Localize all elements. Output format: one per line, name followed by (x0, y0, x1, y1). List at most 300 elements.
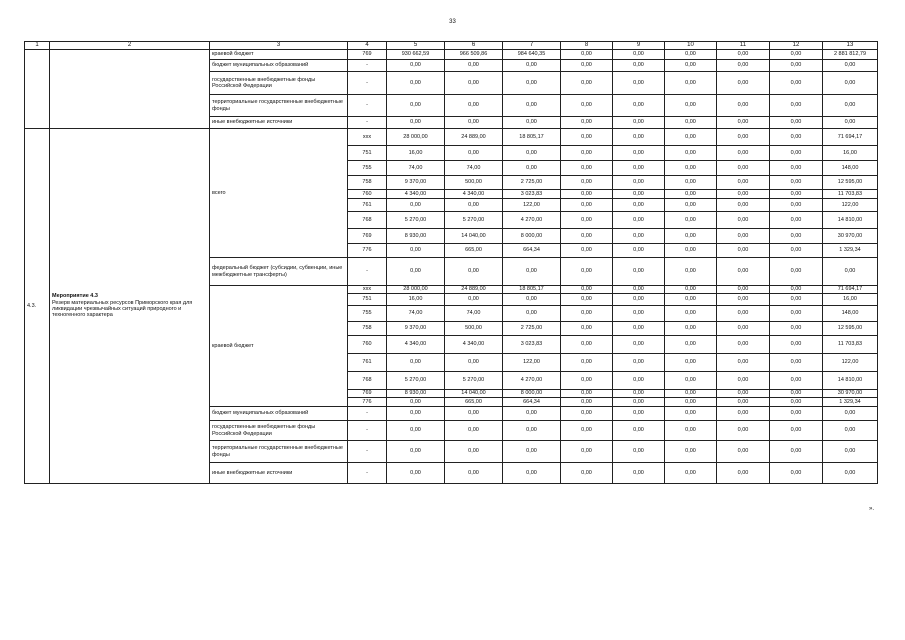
value-col-12: 0,00 (770, 441, 823, 463)
value-col-9: 0,00 (613, 199, 665, 212)
value-col-6: 0,00 (445, 407, 503, 421)
value-col-5: 28 000,00 (387, 129, 445, 146)
column-header-2: 2 (50, 42, 210, 50)
value-col-9: 0,00 (613, 390, 665, 398)
value-col-10: 0,00 (665, 372, 717, 390)
value-col-5: 9 370,00 (387, 322, 445, 336)
value-col-9: 0,00 (613, 286, 665, 294)
value-col-9: 0,00 (613, 117, 665, 129)
value-col-13: 11 703,83 (823, 190, 878, 199)
budget-code: 751 (348, 294, 387, 306)
value-col-11: 0,00 (717, 50, 770, 60)
value-col-13: 122,00 (823, 199, 878, 212)
value-col-13: 122,00 (823, 354, 878, 372)
value-col-11: 0,00 (717, 161, 770, 176)
value-col-6: 5 270,00 (445, 372, 503, 390)
value-col-8: 0,00 (561, 146, 613, 161)
value-col-10: 0,00 (665, 306, 717, 322)
budget-code: 760 (348, 336, 387, 354)
funding-source: бюджет муниципальных образований (210, 60, 348, 72)
column-header-4: 4 (348, 42, 387, 50)
value-col-7: 0,00 (503, 294, 561, 306)
value-col-12: 0,00 (770, 229, 823, 244)
value-col-8: 0,00 (561, 95, 613, 117)
value-col-12: 0,00 (770, 117, 823, 129)
value-col-12: 0,00 (770, 212, 823, 229)
value-col-6: 0,00 (445, 146, 503, 161)
budget-code: xxx (348, 286, 387, 294)
value-col-12: 0,00 (770, 421, 823, 441)
value-col-8: 0,00 (561, 190, 613, 199)
value-col-11: 0,00 (717, 72, 770, 95)
funding-source: бюджет муниципальных образований (210, 407, 348, 421)
value-col-9: 0,00 (613, 212, 665, 229)
value-col-9: 0,00 (613, 95, 665, 117)
value-col-10: 0,00 (665, 72, 717, 95)
value-col-8: 0,00 (561, 50, 613, 60)
value-col-13: 16,00 (823, 294, 878, 306)
value-col-7: 664,34 (503, 244, 561, 258)
budget-code: 776 (348, 244, 387, 258)
value-col-11: 0,00 (717, 60, 770, 72)
funding-source: федеральный бюджет (субсидии, субвенции, иные межбюджетные трансферты) (210, 258, 348, 286)
title-cell-prev (50, 50, 210, 129)
value-col-10: 0,00 (665, 354, 717, 372)
column-header-12: 12 (770, 42, 823, 50)
value-col-13: 0,00 (823, 441, 878, 463)
budget-code: 758 (348, 322, 387, 336)
value-col-5: 930 662,59 (387, 50, 445, 60)
value-col-13: 148,00 (823, 161, 878, 176)
value-col-5: 16,00 (387, 146, 445, 161)
budget-code: - (348, 421, 387, 441)
funding-source: территориальные государственные внебюджетные фонды (210, 95, 348, 117)
value-col-5: 0,00 (387, 117, 445, 129)
value-col-11: 0,00 (717, 372, 770, 390)
value-col-9: 0,00 (613, 336, 665, 354)
value-col-11: 0,00 (717, 129, 770, 146)
value-col-6: 665,00 (445, 398, 503, 407)
value-col-13: 30 970,00 (823, 390, 878, 398)
value-col-9: 0,00 (613, 72, 665, 95)
value-col-5: 74,00 (387, 161, 445, 176)
value-col-9: 0,00 (613, 146, 665, 161)
value-col-9: 0,00 (613, 244, 665, 258)
value-col-12: 0,00 (770, 161, 823, 176)
value-col-12: 0,00 (770, 322, 823, 336)
index-cell-prev (25, 50, 50, 129)
value-col-8: 0,00 (561, 212, 613, 229)
column-header-9: 9 (613, 42, 665, 50)
value-col-8: 0,00 (561, 354, 613, 372)
value-col-7: 4 270,00 (503, 372, 561, 390)
value-col-8: 0,00 (561, 258, 613, 286)
column-header-3: 3 (210, 42, 348, 50)
value-col-8: 0,00 (561, 407, 613, 421)
value-col-13: 11 703,83 (823, 336, 878, 354)
value-col-6: 14 040,00 (445, 229, 503, 244)
value-col-8: 0,00 (561, 244, 613, 258)
value-col-7: 0,00 (503, 72, 561, 95)
value-col-12: 0,00 (770, 372, 823, 390)
value-col-12: 0,00 (770, 336, 823, 354)
value-col-9: 0,00 (613, 441, 665, 463)
value-col-12: 0,00 (770, 199, 823, 212)
value-col-6: 0,00 (445, 199, 503, 212)
value-col-12: 0,00 (770, 50, 823, 60)
value-col-10: 0,00 (665, 60, 717, 72)
value-col-7: 0,00 (503, 117, 561, 129)
column-header-6: 6 (445, 42, 503, 50)
value-col-9: 0,00 (613, 161, 665, 176)
value-col-5: 8 930,00 (387, 229, 445, 244)
value-col-8: 0,00 (561, 306, 613, 322)
value-col-11: 0,00 (717, 322, 770, 336)
value-col-7: 8 000,00 (503, 229, 561, 244)
value-col-11: 0,00 (717, 336, 770, 354)
funding-source: государственные внебюджетные фонды Российской Федерации (210, 421, 348, 441)
value-col-11: 0,00 (717, 176, 770, 190)
footer-mark: ». (869, 506, 875, 512)
value-col-8: 0,00 (561, 390, 613, 398)
value-col-11: 0,00 (717, 258, 770, 286)
value-col-6: 665,00 (445, 244, 503, 258)
value-col-10: 0,00 (665, 258, 717, 286)
value-col-8: 0,00 (561, 398, 613, 407)
value-col-5: 8 930,00 (387, 390, 445, 398)
budget-code: 758 (348, 176, 387, 190)
value-col-11: 0,00 (717, 146, 770, 161)
value-col-7: 0,00 (503, 441, 561, 463)
measure-description: Резерв материальных ресурсов Приморского края для ликвидации чрезвычайных ситуаций природного и техногенного характера (52, 299, 193, 319)
column-header-row (25, 42, 878, 50)
value-col-7: 3 023,83 (503, 336, 561, 354)
value-col-13: 1 329,34 (823, 244, 878, 258)
budget-code: - (348, 463, 387, 484)
value-col-5: 74,00 (387, 306, 445, 322)
value-col-10: 0,00 (665, 50, 717, 60)
value-col-7: 2 725,00 (503, 322, 561, 336)
budget-code: 755 (348, 306, 387, 322)
budget-table (24, 41, 878, 484)
value-col-11: 0,00 (717, 421, 770, 441)
budget-code: 761 (348, 199, 387, 212)
value-col-7: 122,00 (503, 354, 561, 372)
value-col-13: 71 694,17 (823, 129, 878, 146)
funding-source: территориальные государственные внебюджетные фонды (210, 441, 348, 463)
value-col-8: 0,00 (561, 72, 613, 95)
budget-code: 751 (348, 146, 387, 161)
value-col-10: 0,00 (665, 190, 717, 199)
value-col-10: 0,00 (665, 161, 717, 176)
funding-source: краевой бюджет (210, 286, 348, 407)
value-col-11: 0,00 (717, 229, 770, 244)
value-col-12: 0,00 (770, 286, 823, 294)
value-col-6: 500,00 (445, 322, 503, 336)
value-col-11: 0,00 (717, 306, 770, 322)
measure-title-cell (50, 129, 210, 484)
value-col-5: 28 000,00 (387, 286, 445, 294)
value-col-11: 0,00 (717, 390, 770, 398)
value-col-10: 0,00 (665, 199, 717, 212)
value-col-10: 0,00 (665, 117, 717, 129)
value-col-11: 0,00 (717, 354, 770, 372)
column-header-1: 1 (25, 42, 50, 50)
budget-code: 755 (348, 161, 387, 176)
value-col-9: 0,00 (613, 229, 665, 244)
value-col-6: 4 340,00 (445, 336, 503, 354)
value-col-12: 0,00 (770, 306, 823, 322)
value-col-7: 0,00 (503, 258, 561, 286)
funding-source: краевой бюджет (210, 50, 348, 60)
value-col-13: 148,00 (823, 306, 878, 322)
value-col-7: 0,00 (503, 161, 561, 176)
value-col-11: 0,00 (717, 286, 770, 294)
budget-code: 761 (348, 354, 387, 372)
value-col-6: 24 889,00 (445, 286, 503, 294)
value-col-10: 0,00 (665, 212, 717, 229)
budget-code: 769 (348, 50, 387, 60)
value-col-5: 0,00 (387, 441, 445, 463)
budget-code: 760 (348, 190, 387, 199)
value-col-7: 8 000,00 (503, 390, 561, 398)
budget-code: 769 (348, 229, 387, 244)
value-col-6: 24 889,00 (445, 129, 503, 146)
value-col-13: 14 810,00 (823, 212, 878, 229)
budget-code: - (348, 95, 387, 117)
value-col-5: 0,00 (387, 463, 445, 484)
value-col-10: 0,00 (665, 390, 717, 398)
value-col-9: 0,00 (613, 176, 665, 190)
value-col-9: 0,00 (613, 463, 665, 484)
value-col-12: 0,00 (770, 390, 823, 398)
value-col-13: 16,00 (823, 146, 878, 161)
value-col-10: 0,00 (665, 229, 717, 244)
value-col-7: 984 640,35 (503, 50, 561, 60)
value-col-6: 14 040,00 (445, 390, 503, 398)
value-col-7: 0,00 (503, 421, 561, 441)
value-col-6: 5 270,00 (445, 212, 503, 229)
value-col-9: 0,00 (613, 354, 665, 372)
value-col-6: 500,00 (445, 176, 503, 190)
column-header-11: 11 (717, 42, 770, 50)
value-col-5: 0,00 (387, 354, 445, 372)
value-col-8: 0,00 (561, 322, 613, 336)
value-col-11: 0,00 (717, 190, 770, 199)
value-col-11: 0,00 (717, 244, 770, 258)
value-col-13: 0,00 (823, 407, 878, 421)
value-col-8: 0,00 (561, 176, 613, 190)
value-col-13: 12 595,00 (823, 176, 878, 190)
value-col-10: 0,00 (665, 407, 717, 421)
budget-code: 776 (348, 398, 387, 407)
budget-code: - (348, 441, 387, 463)
value-col-12: 0,00 (770, 129, 823, 146)
funding-source: иные внебюджетные источники (210, 463, 348, 484)
budget-code: xxx (348, 129, 387, 146)
value-col-5: 9 370,00 (387, 176, 445, 190)
value-col-12: 0,00 (770, 95, 823, 117)
value-col-5: 0,00 (387, 421, 445, 441)
value-col-8: 0,00 (561, 229, 613, 244)
value-col-11: 0,00 (717, 212, 770, 229)
value-col-10: 0,00 (665, 398, 717, 407)
value-col-5: 0,00 (387, 407, 445, 421)
value-col-13: 0,00 (823, 463, 878, 484)
value-col-13: 2 881 812,79 (823, 50, 878, 60)
value-col-13: 0,00 (823, 60, 878, 72)
value-col-10: 0,00 (665, 441, 717, 463)
value-col-10: 0,00 (665, 244, 717, 258)
value-col-7: 0,00 (503, 146, 561, 161)
value-col-6: 0,00 (445, 60, 503, 72)
value-col-6: 0,00 (445, 72, 503, 95)
value-col-5: 0,00 (387, 60, 445, 72)
budget-code: 768 (348, 372, 387, 390)
budget-code: - (348, 60, 387, 72)
value-col-11: 0,00 (717, 398, 770, 407)
value-col-13: 0,00 (823, 72, 878, 95)
value-col-12: 0,00 (770, 398, 823, 407)
value-col-6: 74,00 (445, 161, 503, 176)
value-col-7: 0,00 (503, 407, 561, 421)
value-col-6: 0,00 (445, 441, 503, 463)
value-col-8: 0,00 (561, 372, 613, 390)
value-col-13: 14 810,00 (823, 372, 878, 390)
value-col-6: 74,00 (445, 306, 503, 322)
value-col-7: 664,34 (503, 398, 561, 407)
value-col-6: 0,00 (445, 294, 503, 306)
value-col-6: 0,00 (445, 95, 503, 117)
value-col-9: 0,00 (613, 421, 665, 441)
value-col-7: 0,00 (503, 463, 561, 484)
value-col-10: 0,00 (665, 95, 717, 117)
value-col-11: 0,00 (717, 294, 770, 306)
value-col-12: 0,00 (770, 146, 823, 161)
funding-source: иные внебюджетные источники (210, 117, 348, 129)
value-col-6: 0,00 (445, 354, 503, 372)
measure-title: Мероприятие 4.3 (52, 293, 98, 300)
value-col-8: 0,00 (561, 129, 613, 146)
value-col-5: 4 340,00 (387, 190, 445, 199)
value-col-10: 0,00 (665, 286, 717, 294)
column-header-8: 8 (561, 42, 613, 50)
value-col-8: 0,00 (561, 286, 613, 294)
value-col-6: 0,00 (445, 421, 503, 441)
value-col-5: 0,00 (387, 72, 445, 95)
value-col-13: 12 595,00 (823, 322, 878, 336)
value-col-11: 0,00 (717, 95, 770, 117)
budget-code: 768 (348, 212, 387, 229)
value-col-9: 0,00 (613, 372, 665, 390)
value-col-13: 0,00 (823, 421, 878, 441)
value-col-7: 0,00 (503, 95, 561, 117)
funding-source: государственные внебюджетные фонды Российской Федерации (210, 72, 348, 95)
value-col-11: 0,00 (717, 441, 770, 463)
value-col-8: 0,00 (561, 336, 613, 354)
value-col-9: 0,00 (613, 398, 665, 407)
value-col-5: 5 270,00 (387, 372, 445, 390)
value-col-5: 4 340,00 (387, 336, 445, 354)
value-col-5: 0,00 (387, 95, 445, 117)
value-col-12: 0,00 (770, 354, 823, 372)
value-col-7: 3 023,83 (503, 190, 561, 199)
budget-code: - (348, 407, 387, 421)
value-col-10: 0,00 (665, 463, 717, 484)
value-col-13: 71 694,17 (823, 286, 878, 294)
page-number: 33 (449, 19, 456, 25)
value-col-10: 0,00 (665, 294, 717, 306)
column-header-10: 10 (665, 42, 717, 50)
value-col-5: 0,00 (387, 199, 445, 212)
budget-code: - (348, 72, 387, 95)
value-col-10: 0,00 (665, 176, 717, 190)
value-col-10: 0,00 (665, 336, 717, 354)
value-col-5: 5 270,00 (387, 212, 445, 229)
value-col-8: 0,00 (561, 117, 613, 129)
value-col-9: 0,00 (613, 258, 665, 286)
value-col-8: 0,00 (561, 199, 613, 212)
value-col-13: 0,00 (823, 95, 878, 117)
value-col-8: 0,00 (561, 421, 613, 441)
value-col-6: 0,00 (445, 258, 503, 286)
value-col-9: 0,00 (613, 129, 665, 146)
measure-index: 4.3. (25, 129, 50, 484)
value-col-13: 0,00 (823, 117, 878, 129)
value-col-7: 2 725,00 (503, 176, 561, 190)
value-col-9: 0,00 (613, 306, 665, 322)
value-col-7: 18 805,17 (503, 129, 561, 146)
value-col-12: 0,00 (770, 294, 823, 306)
value-col-12: 0,00 (770, 463, 823, 484)
value-col-9: 0,00 (613, 407, 665, 421)
value-col-6: 0,00 (445, 463, 503, 484)
value-col-9: 0,00 (613, 50, 665, 60)
value-col-6: 0,00 (445, 117, 503, 129)
value-col-12: 0,00 (770, 258, 823, 286)
funding-source: всего (210, 129, 348, 258)
value-col-12: 0,00 (770, 176, 823, 190)
value-col-11: 0,00 (717, 117, 770, 129)
value-col-11: 0,00 (717, 463, 770, 484)
value-col-10: 0,00 (665, 146, 717, 161)
value-col-9: 0,00 (613, 60, 665, 72)
value-col-7: 18 805,17 (503, 286, 561, 294)
value-col-7: 122,00 (503, 199, 561, 212)
value-col-12: 0,00 (770, 72, 823, 95)
table-row (25, 129, 878, 146)
budget-code: - (348, 117, 387, 129)
value-col-10: 0,00 (665, 129, 717, 146)
value-col-5: 0,00 (387, 258, 445, 286)
column-header-13: 13 (823, 42, 878, 50)
value-col-6: 4 340,00 (445, 190, 503, 199)
value-col-13: 0,00 (823, 258, 878, 286)
value-col-9: 0,00 (613, 294, 665, 306)
value-col-8: 0,00 (561, 60, 613, 72)
value-col-7: 0,00 (503, 306, 561, 322)
value-col-6: 966 509,86 (445, 50, 503, 60)
value-col-10: 0,00 (665, 322, 717, 336)
table-row (25, 50, 878, 60)
value-col-11: 0,00 (717, 199, 770, 212)
value-col-8: 0,00 (561, 294, 613, 306)
value-col-12: 0,00 (770, 407, 823, 421)
value-col-5: 16,00 (387, 294, 445, 306)
value-col-12: 0,00 (770, 244, 823, 258)
column-header-5: 5 (387, 42, 445, 50)
value-col-12: 0,00 (770, 190, 823, 199)
